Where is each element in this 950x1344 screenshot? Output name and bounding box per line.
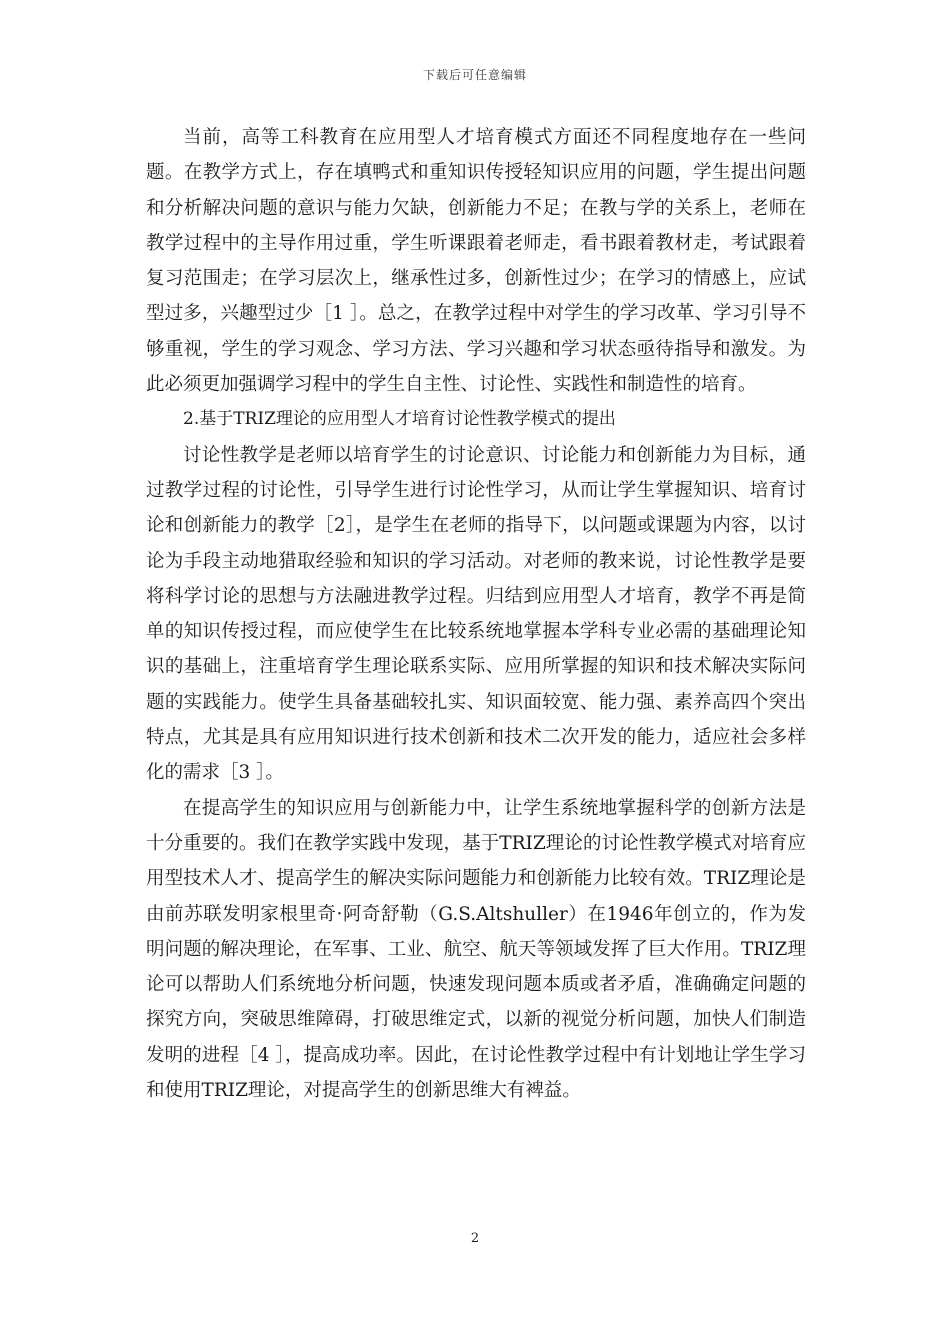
document-body: [146, 120, 806, 1108]
paragraph-triz-theory: 在提高学生的知识应用与创新能力中，让学生系统地掌握科学的创新方法是十分重要的。我们在教学实践中发现，基于TRIZ理论的讨论性教学模式对培育应用型技术人才、提高学生的解决实际问题能力和创新能力比较有效。TRIZ理论是由前苏联发明家根里奇·阿奇舒勒（G.S.Altshuller）在1946年创立的，作为发明问题的解决理论，在军事、工业、航空、航天等领域发挥了巨大作用。TRIZ理论可以帮助人们系统地分析问题，快速发现问题本质或者矛盾，准确确定问题的探究方向，突破思维障碍，打破思维定式，以新的视觉分析问题，加快人们制造发明的进程［4 ］，提高成功率。因此，在讨论性教学过程中有计划地让学生学习和使用TRIZ理论，对提高学生的创新思维大有裨益。: [146, 797, 806, 1102]
page-number: 2: [470, 1231, 480, 1246]
paragraph-problems: 当前，高等工科教育在应用型人才培育模式方面还不同程度地存在一些问题。在教学方式上，存在填鸭式和重知识传授轻知识应用的问题，学生提出问题和分析解决问题的意识与能力欠缺，创新能力不足；在教与学的关系上，老师在教学过程中的主导作用过重，学生听课跟着老师走，看书跟着教材走，考试跟着复习范围走；在学习层次上，继承性过多，创新性过少；在学习的情感上，应试型过多，兴趣型过少［1 ］。总之，在教学过程中对学生的学习改革、学习引导不够重视，学生的学习观念、学习方法、学习兴趣和学习状态亟待指导和激发。为此必须更加强调学习程中的学生自主性、讨论性、实践性和制造性的培育。: [146, 127, 806, 396]
paragraph-research-teaching: 讨论性教学是老师以培育学生的讨论意识、讨论能力和创新能力为目标，通过教学过程的讨论性，引导学生进行讨论性学习，从而让学生掌握知识、培育讨论和创新能力的教学［2］，是学生在老师的指导下，以问题或课题为内容，以讨论为手段主动地猎取经验和知识的学习活动。对老师的教来说，讨论性教学是要将科学讨论的思想与方法融进教学过程。归结到应用型人才培育，教学不再是简单的知识传授过程，而应使学生在比较系统地掌握本学科专业必需的基础理论知识的基础上，注重培育学生理论联系实际、应用所掌握的知识和技术解决实际问题的实践能力。使学生具备基础较扎实、知识面较宽、能力强、素养高四个突出特点，尤其是具有应用知识进行技术创新和技术二次开发的能力，适应社会多样化的需求［3 ］。: [146, 444, 806, 784]
page-header: 下载后可任意编辑: [422, 68, 527, 82]
section-heading: 2.基于TRIZ理论的应用型人才培育讨论性教学模式的提出: [183, 409, 616, 430]
